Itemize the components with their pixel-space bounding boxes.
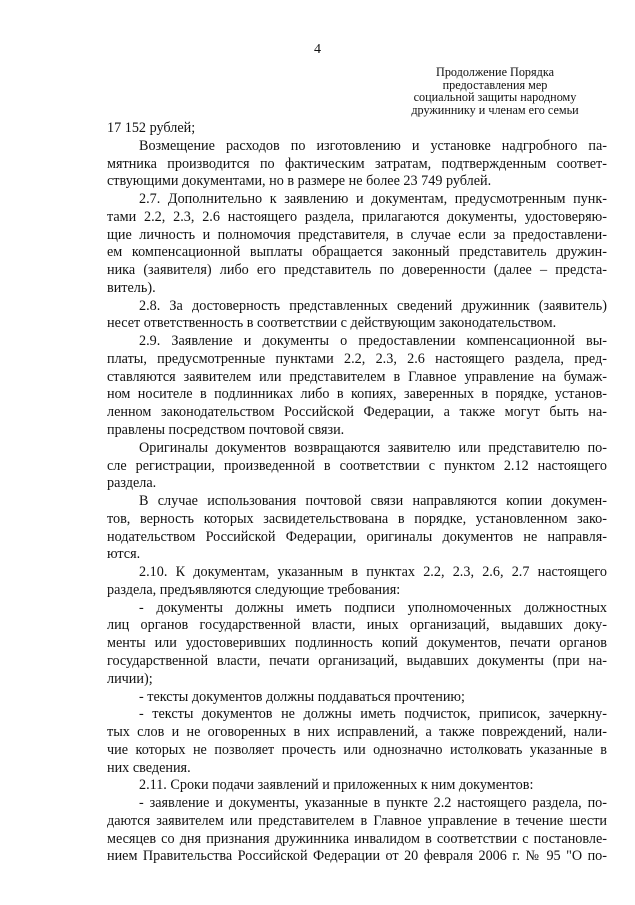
header-line: Продолжение Порядка	[436, 65, 554, 79]
text-line: нодательством Российской Федерации, оригиналы документов не направля-	[107, 528, 607, 545]
text-line: Возмещение расходов по изготовлению и установке надгробного па-	[139, 137, 607, 154]
text-line: 2.10. К документам, указанным в пунктах 2.2, 2.3, 2.6, 2.7 настоящего	[139, 564, 607, 581]
text-line: ются.	[107, 546, 141, 563]
text-line: 17 152 рублей;	[107, 120, 196, 136]
text-line: лиц органов государственной власти, иных организаций, выдавших доку-	[107, 617, 607, 634]
text-line: ника (заявителя) либо его представитель по доверенности (далее – предста-	[107, 262, 607, 279]
header-line: предоставления мер	[442, 77, 548, 92]
text-line: мятника производится по фактическим затратам, подтвержденным соответ-	[107, 155, 607, 172]
text-line: тами 2.2, 2.3, 2.6 настоящего раздела, прилагаются документы, удостоверяю-	[107, 208, 607, 225]
text-line: личии);	[107, 670, 153, 687]
text-line: ленном законодательством Российской Федерации, а также могут быть на-	[107, 404, 607, 421]
text-line: 2.7. Дополнительно к заявлению и документам, предусмотренным пунк-	[139, 191, 607, 208]
text-line: месяцев со дня признания дружинника инвалидом в соответствии с постановле-	[107, 830, 607, 847]
text-line: государственной власти, печати организаций, выдавших документы (при на-	[107, 652, 607, 669]
text-line: правлены посредством почтовой связи.	[107, 422, 345, 439]
text-line: 2.9. Заявление и документы о предоставлении компенсационной вы-	[139, 333, 607, 350]
text-line: - заявление и документы, указанные в пункте 2.2 настоящего раздела, по-	[139, 795, 607, 812]
document-body	[107, 120, 607, 866]
text-line: 2.11. Сроки подачи заявлений и приложенных к ним документов:	[139, 777, 534, 794]
text-line: витель).	[107, 279, 156, 296]
text-line: ствующими документами, но в размере не более 23 749 рублей.	[107, 173, 492, 190]
header-line: дружиннику и членам его семьи	[411, 102, 579, 117]
text-line: щие личность и полномочия представителя, в случае если за предоставлени-	[107, 226, 607, 243]
text-line: Оригиналы документов возвращаются заявителю или представителю по-	[139, 439, 607, 456]
text-line: нием Правительства Российской Федерации от 20 февраля 2006 г. № 95 "О по-	[107, 848, 607, 865]
text-line: ставляются заявителем или представителем в Главное управление на бумаж-	[107, 368, 607, 385]
text-line: - тексты документов должны поддаваться прочтению;	[139, 688, 465, 705]
text-line: несет ответственность в соответствии с действующим законодательством.	[107, 315, 557, 332]
text-line: платы, предусмотренные пунктами 2.2, 2.3, 2.6 настоящего раздела, пред-	[107, 350, 607, 367]
text-line: менты или удостоверивших подлинность копий документов, печати органов	[107, 635, 607, 652]
page-number: 4	[314, 42, 321, 57]
text-line: раздела, предъявляются следующие требования:	[107, 581, 401, 598]
text-line: раздела.	[107, 475, 157, 492]
text-line: - тексты документов не должны иметь подчисток, приписок, зачеркну-	[139, 706, 607, 723]
continuation-header	[390, 66, 600, 116]
text-line: них сведения.	[107, 759, 191, 776]
text-line: ем компенсационной выплаты обращается законный представитель дружин-	[107, 244, 607, 261]
text-line: - документы должны иметь подписи уполномоченных должностных	[139, 599, 607, 616]
text-line: В случае использования почтовой связи направляются копии докумен-	[139, 493, 607, 510]
text-line: даются заявителем или представителем в Главное управление в течение шести	[107, 812, 607, 829]
text-line: ном носителе в подлинниках либо в копиях, заверенных в порядке, установ-	[107, 386, 607, 403]
text-line: 2.8. За достоверность представленных сведений дружинник (заявитель)	[139, 297, 607, 314]
text-line: сле регистрации, произведенной в соответствии с пунктом 2.12 настоящего	[107, 457, 607, 474]
text-line: тов, верность которых засвидетельствована в порядке, установленном зако-	[107, 510, 607, 527]
text-line: чие которых не позволяет прочесть или однозначно истолковать указанные в	[107, 741, 607, 758]
text-line: тых слов и не оговоренных в них исправлений, а также повреждений, нали-	[107, 724, 607, 741]
header-line: социальной защиты народному	[413, 90, 577, 105]
